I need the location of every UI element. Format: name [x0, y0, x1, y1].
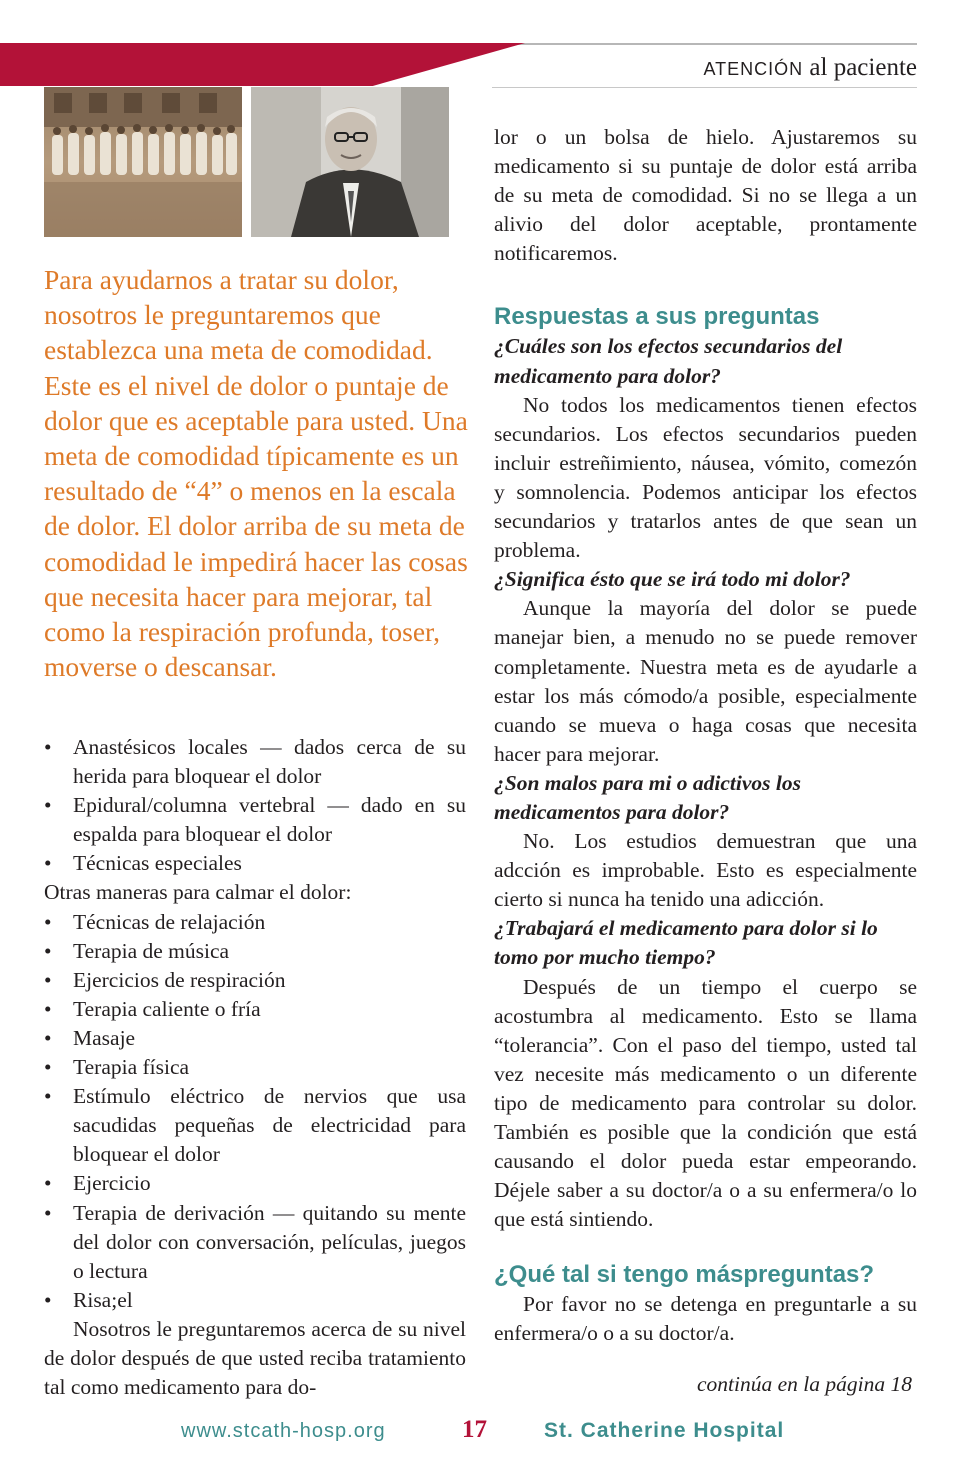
historic-man-portrait-photo [251, 87, 449, 237]
list-item: • Ejercicios de respiración [44, 966, 466, 995]
bullet-icon: • [44, 1287, 52, 1312]
anesthesia-bullet-list [44, 733, 466, 878]
pull-quote: Para ayudarnos a tratar su dolor, nosotros le preguntaremos que establezca una meta de comodidad. Este es el nivel de dolor o puntaje de dolor que es aceptable para usted. Una meta de comodidad típicamente es un resultado de “4” o menos en la escala de dolor. El dolor arriba de su meta de comodidad le impedirá hacer las cosas que necesita hacer para mejorar, tal como la respiración profunda, toser, moverse o descansar. [44, 264, 468, 683]
bullet-icon: • [44, 1084, 52, 1109]
bullet-icon: • [44, 996, 52, 1021]
question-2: ¿Significa ésto que se irá todo mi dolor? [494, 567, 851, 592]
historic-nurses-group-photo [44, 87, 242, 237]
header-bottom-rule [492, 87, 917, 88]
list-item: • Anastésicos locales — dados cerca de su herida para bloquear el dolor [44, 735, 466, 789]
footer-hospital-name: St. Catherine Hospital [544, 1419, 785, 1442]
list-item: • Terapia caliente o fría [44, 995, 466, 1024]
section-heading-answers: Respuestas a sus preguntas [494, 303, 820, 331]
list-item: • Masaje [44, 1024, 466, 1053]
header-accent-band [0, 43, 525, 86]
bullet-icon: • [44, 967, 52, 992]
page-number: 17 [462, 1416, 487, 1443]
footer-website-link[interactable]: www.stcath-hosp.org [181, 1420, 386, 1442]
more-questions-paragraph: Por favor no se detenga en preguntarle a su enfermera/o o a su doctor/a. [494, 1292, 917, 1346]
bullet-icon: • [44, 938, 52, 963]
list-item: • Terapia física [44, 1053, 466, 1082]
list-item: • Terapia de música [44, 937, 466, 966]
list-item: • Terapia de derivación — quitando su mente del dolor con conversación, películas, juegos o lectura [44, 1200, 466, 1283]
other-ways-label: Otras maneras para calmar el dolor: [44, 880, 352, 905]
answer-2: Aunque la mayoría del dolor se puede manejar bien, a menudo no se puede remover completamente. Nuestra meta es de ayudarle a estar los más cómodo/a posible, especialmente cuando se mueva o haga cosas que necesita hacer para mejorar. [494, 596, 917, 766]
list-item: • Técnicas de relajación [44, 908, 466, 937]
left-body-text [44, 733, 466, 1402]
bullet-icon: • [44, 1025, 52, 1050]
list-item: • Ejercicio [44, 1169, 466, 1198]
bullet-icon: • [44, 909, 52, 934]
answer-4: Después de un tiempo el cuerpo se acostumbra al medicamento. Esto se llama “tolerancia”. Con el paso del tiempo, usted tal vez necesite más medicamento o un diferente tipo de medicamento para controlar su dolor. También es posible que la condición que está causando el dolor pueda estar empeorando. Déjele saber a su doctor/a o a su enfermera/o lo que está sintiendo. [494, 974, 917, 1232]
bullet-icon: • [44, 851, 52, 876]
list-item: • Epidural/columna vertebral — dado en su espalda para bloquear el dolor [44, 793, 466, 847]
list-item: • Risa;el [44, 1286, 466, 1315]
section-title [704, 54, 918, 82]
question-3: ¿Son malos para mi o adictivos los medicamentos para dolor? [494, 770, 802, 824]
answer-3: No. Los estudios demuestran que una adcción es improbable. Esto es especialmente cierto si nunca ha tenido una adicción. [494, 829, 917, 912]
right-column [494, 123, 917, 1349]
section-heading-more-questions: ¿Qué tal si tengo máspreguntas? [494, 1261, 875, 1289]
list-item: • Estímulo eléctrico de nervios que usa sacudidas pequeñas de electricidad para bloquear el dolor [44, 1084, 466, 1167]
bullet-icon: • [44, 1200, 52, 1225]
section-title-rest: al paciente [809, 54, 917, 81]
section-title-caps: ATENCIÓN [703, 59, 804, 79]
question-4: ¿Trabajará el medicamento para dolor si lo tomo por mucho tiempo? [494, 916, 878, 970]
list-item: • Técnicas especiales [44, 849, 466, 878]
bullet-icon: • [44, 1055, 52, 1080]
bullet-icon: • [44, 1171, 52, 1196]
answer-1: No todos los medicamentos tienen efectos secundarios. Los efectos secundarios pueden incluir estreñimiento, náusea, vómito, comezón y somnolencia. Podemos anticipar los efectos secundarios y tratarlos antes de que sean un problema. [494, 392, 917, 563]
question-1: ¿Cuáles son los efectos secundarios del medicamento para dolor? [494, 334, 843, 388]
bullet-icon: • [44, 793, 52, 818]
continued-on-page-note: continúa en la página 18 [697, 1372, 912, 1396]
other-methods-bullet-list [44, 908, 466, 1315]
intro-paragraph: lor o un bolsa de hielo. Ajustaremos su medicamento si su puntaje de dolor está arriba de su meta de comodidad. Si no se llega a un alivio del dolor aceptable, prontamente notificaremos. [494, 125, 917, 266]
bullet-icon: • [44, 735, 52, 759]
closing-paragraph: Nosotros le preguntaremos acerca de su nivel de dolor después de que usted reciba tratamiento tal como medicamento para do- [44, 1316, 466, 1400]
